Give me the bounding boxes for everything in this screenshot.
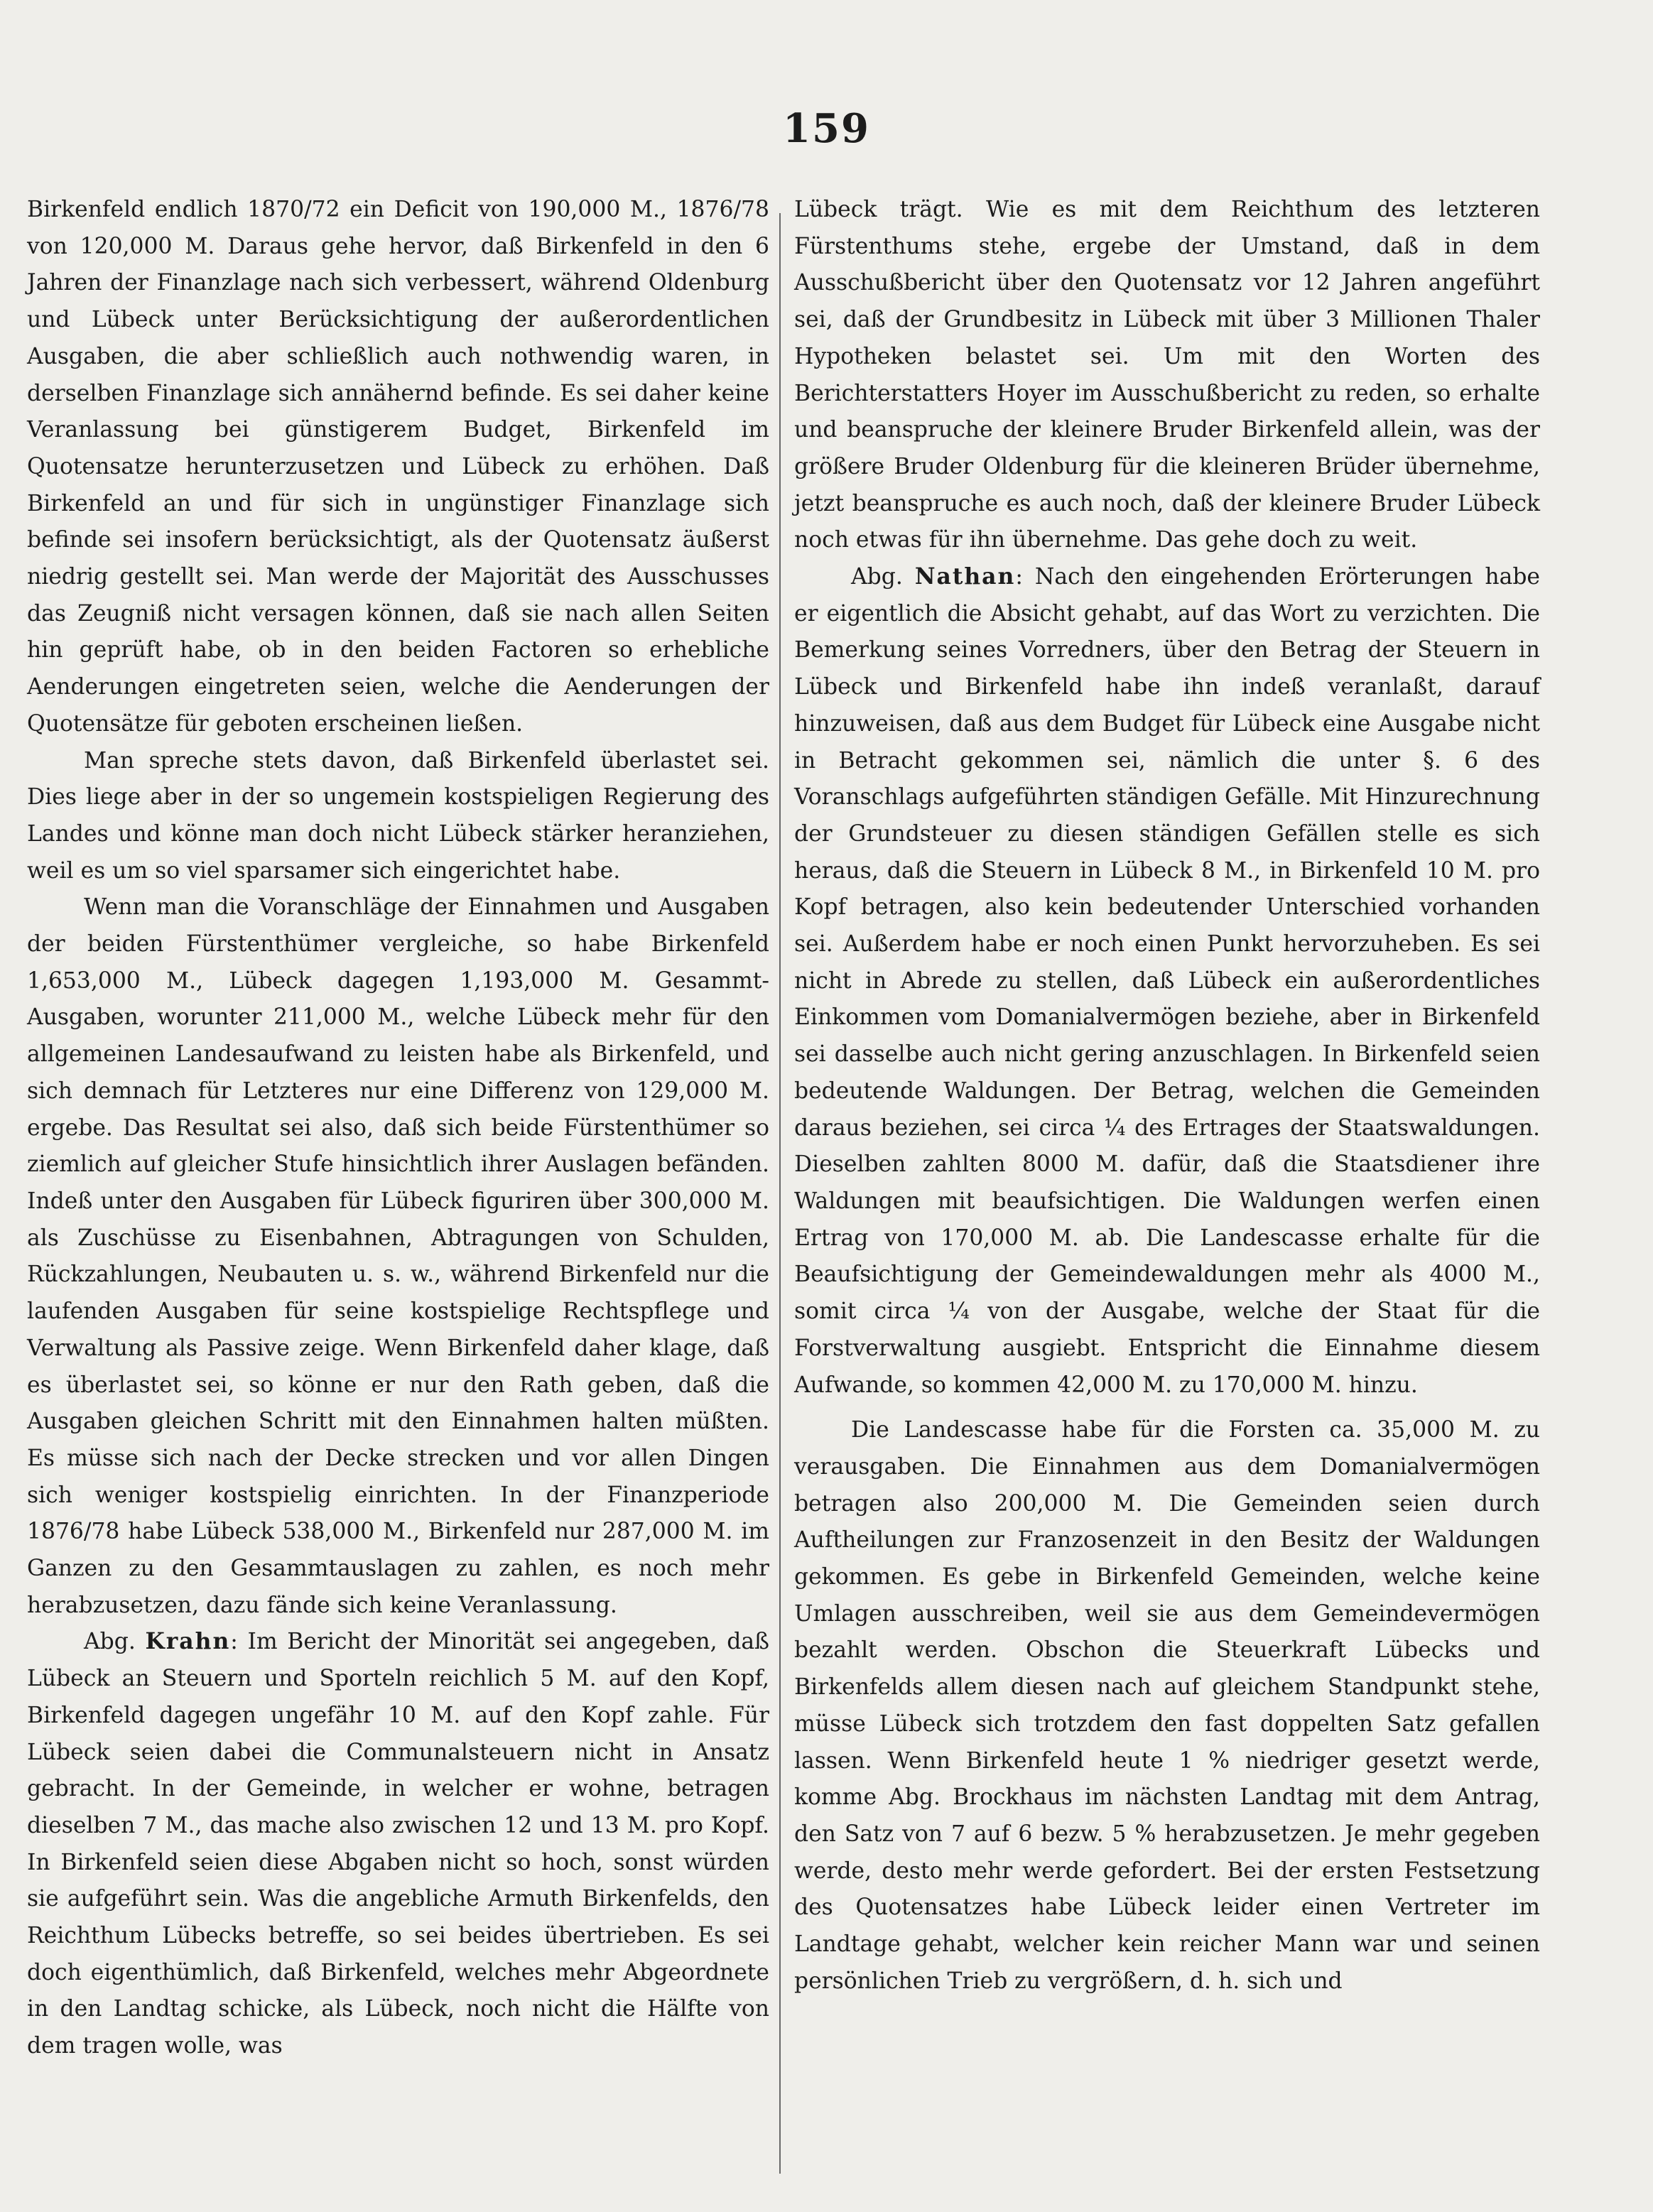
paragraph: Birkenfeld endlich 1870/72 ein Deficit von 190,000 M., 1876/78 von 120,000 M. Daraus gehe hervor, daß Birkenfeld in den 6 Jahren der Finanzlage nach sich verbessert, während Oldenburg und Lübeck unter Berücksichtigung der außerordentlichen Ausgaben, die aber schließlich auch nothwendig waren, in derselben Finanzlage sich annähernd befinde. Es sei daher keine Veranlassung bei günstigerem Budget, Birkenfeld im Quotensatze herunterzusetzen und Lübeck zu erhöhen. Daß Birkenfeld an und für sich in ungünstiger Finanzlage sich befinde sei insofern berücksichtigt, als der Quotensatz äußerst niedrig gestellt sei. Man werde der Majorität des Ausschusses das Zeugniß nicht versagen können, daß sie nach allen Seiten hin geprüft habe, ob in den beiden Factoren so erhebliche Aenderungen eingetreten seien, welche die Aenderungen der Quotensätze für geboten erscheinen ließen. — [27, 197, 769, 737]
left-column — [27, 192, 769, 2065]
speech-text: : Nach den eingehenden Erörterungen habe er eigentlich die Absicht gehabt, auf das Wort zu verzichten. Die Bemerkung seines Vorredners, über den Betrag der Steuern in Lübeck und Birkenfeld habe ihn indeß veranlaßt, darauf hinzuweisen, daß aus dem Budget für Lübeck eine Ausgabe nicht in Betracht gekommen sei, nämlich die unter §. 6 des Voranschlags aufgeführten ständigen Gefälle. Mit Hinzurechnung der Grundsteuer zu diesen ständigen Gefällen stelle es sich heraus, daß die Steuern in Lübeck 8 M., in Birkenfeld 10 M. pro Kopf betragen, also kein bedeutender Unterschied vorhanden sei. Außerdem habe er noch einen Punkt hervorzuheben. Es sei nicht in Abrede zu stellen, daß Lübeck ein außerordentliches Einkommen vom Domanialvermögen beziehe, aber in Birkenfeld sei dasselbe auch nicht gering anzuschlagen. In Birkenfeld seien bedeutende Waldungen. Der Betrag, welchen die Gemeinden daraus beziehen, sei circa ¼ des Ertrages der Staatswaldungen. Dieselben zahlten 8000 M. dafür, daß die Staatsdiener ihre Waldungen mit beaufsichtigen. Die Waldungen werfen einen Ertrag von 170,000 M. ab. Die Landescasse erhalte für die Beaufsichtigung der Gemeindewaldungen mehr als 4000 M., somit circa ¼ von der Ausgabe, welche der Staat für die Forstverwaltung ausgiebt. Entspricht die Einnahme diesem Aufwande, so kommen 42,000 M. zu 170,000 M. hinzu. — [794, 564, 1541, 1398]
page-number: 159 — [783, 105, 870, 152]
right-column — [794, 192, 1540, 2000]
speaker-name: Nathan — [914, 564, 1016, 590]
speaker-name: Krahn — [145, 1629, 231, 1655]
paragraph: Man spreche stets davon, daß Birkenfeld überlastet sei. Dies liege aber in der so ungemein kostspieligen Regierung des Landes und könne man doch nicht Lübeck stärker heranziehen, weil es um so viel sparsamer sich eingerichtet habe. — [27, 747, 769, 884]
paragraph: Lübeck trägt. Wie es mit dem Reichthum des letzteren Fürstenthums stehe, ergebe der Umstand, daß in dem Ausschußbericht über den Quotensatz vor 12 Jahren angeführt sei, daß der Grundbesitz in Lübeck mit über 3 Millionen Thaler Hypotheken belastet sei. Um mit den Worten des Berichterstatters Hoyer im Ausschußbericht zu reden, so erhalte und beanspruche der kleinere Bruder Birkenfeld allein, was der größere Bruder Oldenburg für die kleineren Brüder übernehme, jetzt beanspruche es auch noch, daß der kleinere Bruder Lübeck noch etwas für ihn übernehme. Das gehe doch zu weit. — [794, 197, 1540, 553]
speaker-prefix: Abg. — [84, 1629, 136, 1655]
speaker-prefix: Abg. — [851, 564, 903, 590]
speaker-paragraph — [794, 559, 1540, 1404]
paragraph: Die Landescasse habe für die Forsten ca. 35,000 M. zu verausgaben. Die Einnahmen aus dem Domanialvermögen betragen also 200,000 M. Die Gemeinden seien durch Auftheilungen zur Franzosenzeit in den Besitz der Waldungen gekommen. Es gebe in Birkenfeld Gemeinden, welche keine Umlagen ausschreiben, weil sie aus dem Gemeindevermögen bezahlt werden. Obschon die Steuerkraft Lübecks und Birkenfelds allem diesen nach auf gleichem Standpunkt stehe, müsse Lübeck sich trotzdem den fast doppelten Satz gefallen lassen. Wenn Birkenfeld heute 1 % niedriger gesetzt werde, komme Abg. Brockhaus im nächsten Landtag mit dem Antrag, den Satz von 7 auf 6 bezw. 5 % herabzusetzen. Je mehr gegeben werde, desto mehr werde gefordert. Bei der ersten Festsetzung des Quotensatzes habe Lübeck leider einen Vertreter im Landtage gehabt, welcher kein reicher Mann war und seinen persönlichen Trieb zu vergrößern, d. h. sich und — [794, 1417, 1540, 1994]
column-divider — [779, 213, 781, 2174]
speech-text: : Im Bericht der Minorität sei angegeben, daß Lübeck an Steuern und Sporteln reichlich 5 M. auf den Kopf, Birkenfeld dagegen ungefähr 10 M. auf den Kopf zahle. Für Lübeck seien dabei die Communalsteuern nicht in Ansatz gebracht. In der Gemeinde, in welcher er wohne, betragen dieselben 7 M., das mache also zwischen 12 und 13 M. pro Kopf. In Birkenfeld seien diese Abgaben nicht so hoch, sonst würden sie aufgeführt sein. Was die angebliche Armuth Birkenfelds, den Reichthum Lübecks betreffe, so sei beides übertrieben. Es sei doch eigenthümlich, daß Birkenfeld, welches mehr Abgeordnete in den Landtag schicke, als Lübeck, noch nicht die Hälfte von dem tragen wolle, was — [27, 1629, 770, 2059]
paragraph: Wenn man die Voranschläge der Einnahmen und Ausgaben der beiden Fürstenthümer vergleiche, so habe Birkenfeld 1,653,000 M., Lübeck dagegen 1,193,000 M. Gesammt-Ausgaben, worunter 211,000 M., welche Lübeck mehr für den allgemeinen Landesaufwand zu leisten habe als Birkenfeld, und sich demnach für Letzteres nur eine Differenz von 129,000 M. ergebe. Das Resultat sei also, daß sich beide Fürstenthümer so ziemlich auf gleicher Stufe hinsichtlich ihrer Auslagen befänden. Indeß unter den Ausgaben für Lübeck figuriren über 300,000 M. als Zuschüsse zu Eisenbahnen, Abtragungen von Schulden, Rückzahlungen, Neubauten u. s. w., während Birkenfeld nur die laufenden Ausgaben für seine kostspielige Rechtspflege und Verwaltung als Passive zeige. Wenn Birkenfeld daher klage, daß es überlastet sei, so könne er nur den Rath geben, daß die Ausgaben gleichen Schritt mit den Einnahmen halten müßten. Es müsse sich nach der Decke strecken und vor allen Dingen sich weniger kostspielig einrichten. In der Finanzperiode 1876/78 habe Lübeck 538,000 M., Birkenfeld nur 287,000 M. im Ganzen zu den Gesammtauslagen zu zahlen, es noch mehr herabzusetzen, dazu fände sich keine Veranlassung. — [27, 894, 769, 1618]
speaker-paragraph — [27, 1624, 769, 2064]
